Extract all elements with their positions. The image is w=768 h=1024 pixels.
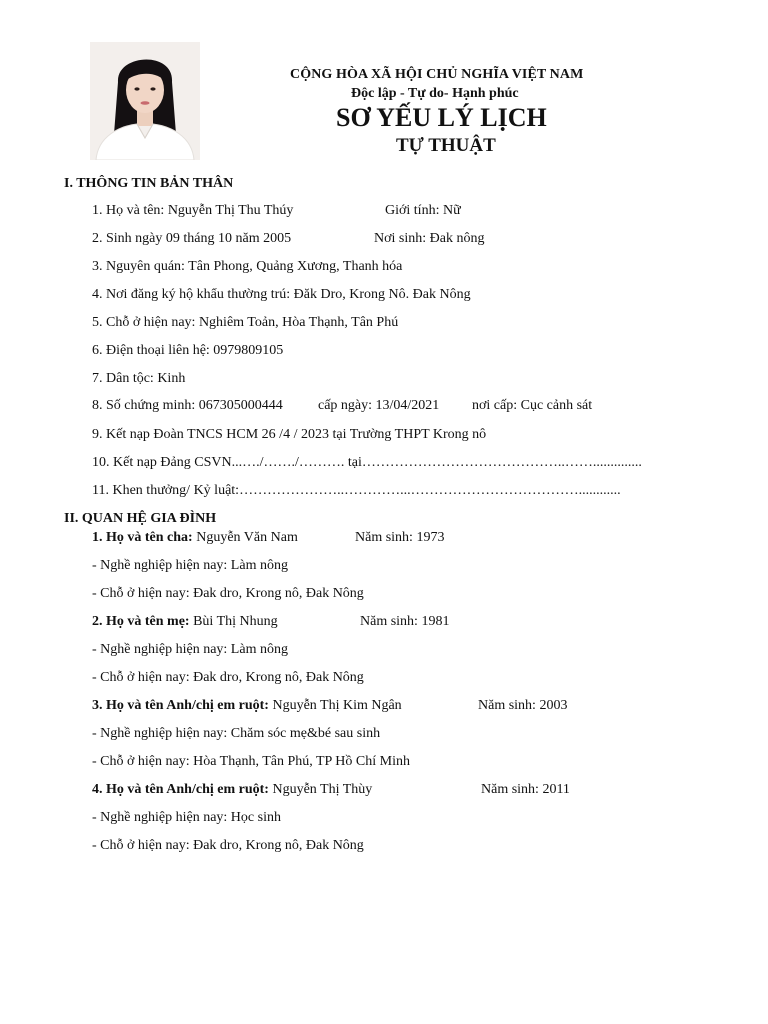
family-member-value: Nguyễn Văn Nam xyxy=(192,530,298,545)
field-id-issue-place: nơi cấp: Cục cảnh sát xyxy=(472,398,593,413)
family-member-job: - Nghề nghiệp hiện nay: Làm nông xyxy=(92,558,288,573)
family-member-label: 3. Họ và tên Anh/chị em ruột: xyxy=(92,698,269,713)
family-member-label: 4. Họ và tên Anh/chị em ruột: xyxy=(92,782,269,797)
section-family-heading: II. QUAN HỆ GIA ĐÌNH xyxy=(64,511,217,526)
field-origin: 3. Nguyên quán: Tân Phong, Quảng Xương, Thanh hóa xyxy=(92,259,403,274)
family-member-value: Nguyễn Thị Thùy xyxy=(268,782,373,797)
national-title: CỘNG HÒA XÃ HỘI CHỦ NGHĨA VIỆT NAM xyxy=(290,67,584,82)
family-member-birth-year: Năm sinh: 1981 xyxy=(360,614,450,629)
family-member-name xyxy=(92,530,298,546)
family-member-name xyxy=(92,698,402,714)
field-date-of-birth: 2. Sinh ngày 09 tháng 10 năm 2005 xyxy=(92,231,292,246)
portrait-photo xyxy=(90,42,200,160)
family-member-label: 1. Họ và tên cha: xyxy=(92,530,193,545)
portrait-icon xyxy=(90,42,200,160)
field-ethnicity: 7. Dân tộc: Kinh xyxy=(92,371,186,386)
family-member-value: Bùi Thị Nhung xyxy=(189,614,278,629)
field-party-membership: 10. Kết nạp Đảng CSVN...…./……./………. tại……………………………………..…….............. xyxy=(92,455,642,470)
document-subtitle: TỰ THUẬT xyxy=(396,135,496,156)
family-member-label: 2. Họ và tên mẹ: xyxy=(92,614,190,629)
field-phone: 6. Điện thoại liên hệ: 0979809105 xyxy=(92,343,284,358)
family-member-birth-year: Năm sinh: 2011 xyxy=(481,782,570,797)
family-member-address: - Chỗ ở hiện nay: Hòa Thạnh, Tân Phú, TP Hồ Chí Minh xyxy=(92,754,410,769)
family-member-job: - Nghề nghiệp hiện nay: Học sinh xyxy=(92,810,281,825)
family-member-job: - Nghề nghiệp hiện nay: Chăm sóc mẹ&bé sau sinh xyxy=(92,726,381,741)
field-permanent-residence: 4. Nơi đăng ký hộ khẩu thường trú: Đăk Dro, Krong Nô. Đak Nông xyxy=(92,287,471,302)
document-title: SƠ YẾU LÝ LỊCH xyxy=(336,103,547,132)
field-gender: Giới tính: Nữ xyxy=(385,203,461,218)
family-member-address: - Chỗ ở hiện nay: Đak dro, Krong nô, Đak Nông xyxy=(92,670,364,685)
section-personal-heading: I. THÔNG TIN BẢN THÂN xyxy=(64,176,234,191)
field-birthplace: Nơi sinh: Đak nông xyxy=(374,231,485,246)
field-current-address: 5. Chỗ ở hiện nay: Nghiêm Toản, Hòa Thạnh, Tân Phú xyxy=(92,315,399,330)
field-id-number: 8. Số chứng minh: 067305000444 xyxy=(92,398,283,413)
family-member-birth-year: Năm sinh: 1973 xyxy=(355,530,445,545)
family-member-address: - Chỗ ở hiện nay: Đak dro, Krong nô, Đak Nông xyxy=(92,586,364,601)
field-full-name: 1. Họ và tên: Nguyễn Thị Thu Thúy xyxy=(92,203,294,218)
family-member-value: Nguyễn Thị Kim Ngân xyxy=(268,698,402,713)
national-motto: Độc lập - Tự do- Hạnh phúc xyxy=(351,86,519,101)
family-member-job: - Nghề nghiệp hiện nay: Làm nông xyxy=(92,642,288,657)
field-rewards-discipline: 11. Khen thưởng/ Kỷ luật:…………………..…………...………………………………............ xyxy=(92,483,621,498)
field-id-issue-date: cấp ngày: 13/04/2021 xyxy=(318,398,440,413)
family-member-birth-year: Năm sinh: 2003 xyxy=(478,698,568,713)
family-member-name xyxy=(92,782,372,798)
family-member-address: - Chỗ ở hiện nay: Đak dro, Krong nô, Đak Nông xyxy=(92,838,364,853)
family-member-name xyxy=(92,614,278,630)
field-youth-union: 9. Kết nạp Đoàn TNCS HCM 26 /4 / 2023 tại Trường THPT Krong nô xyxy=(92,427,487,442)
